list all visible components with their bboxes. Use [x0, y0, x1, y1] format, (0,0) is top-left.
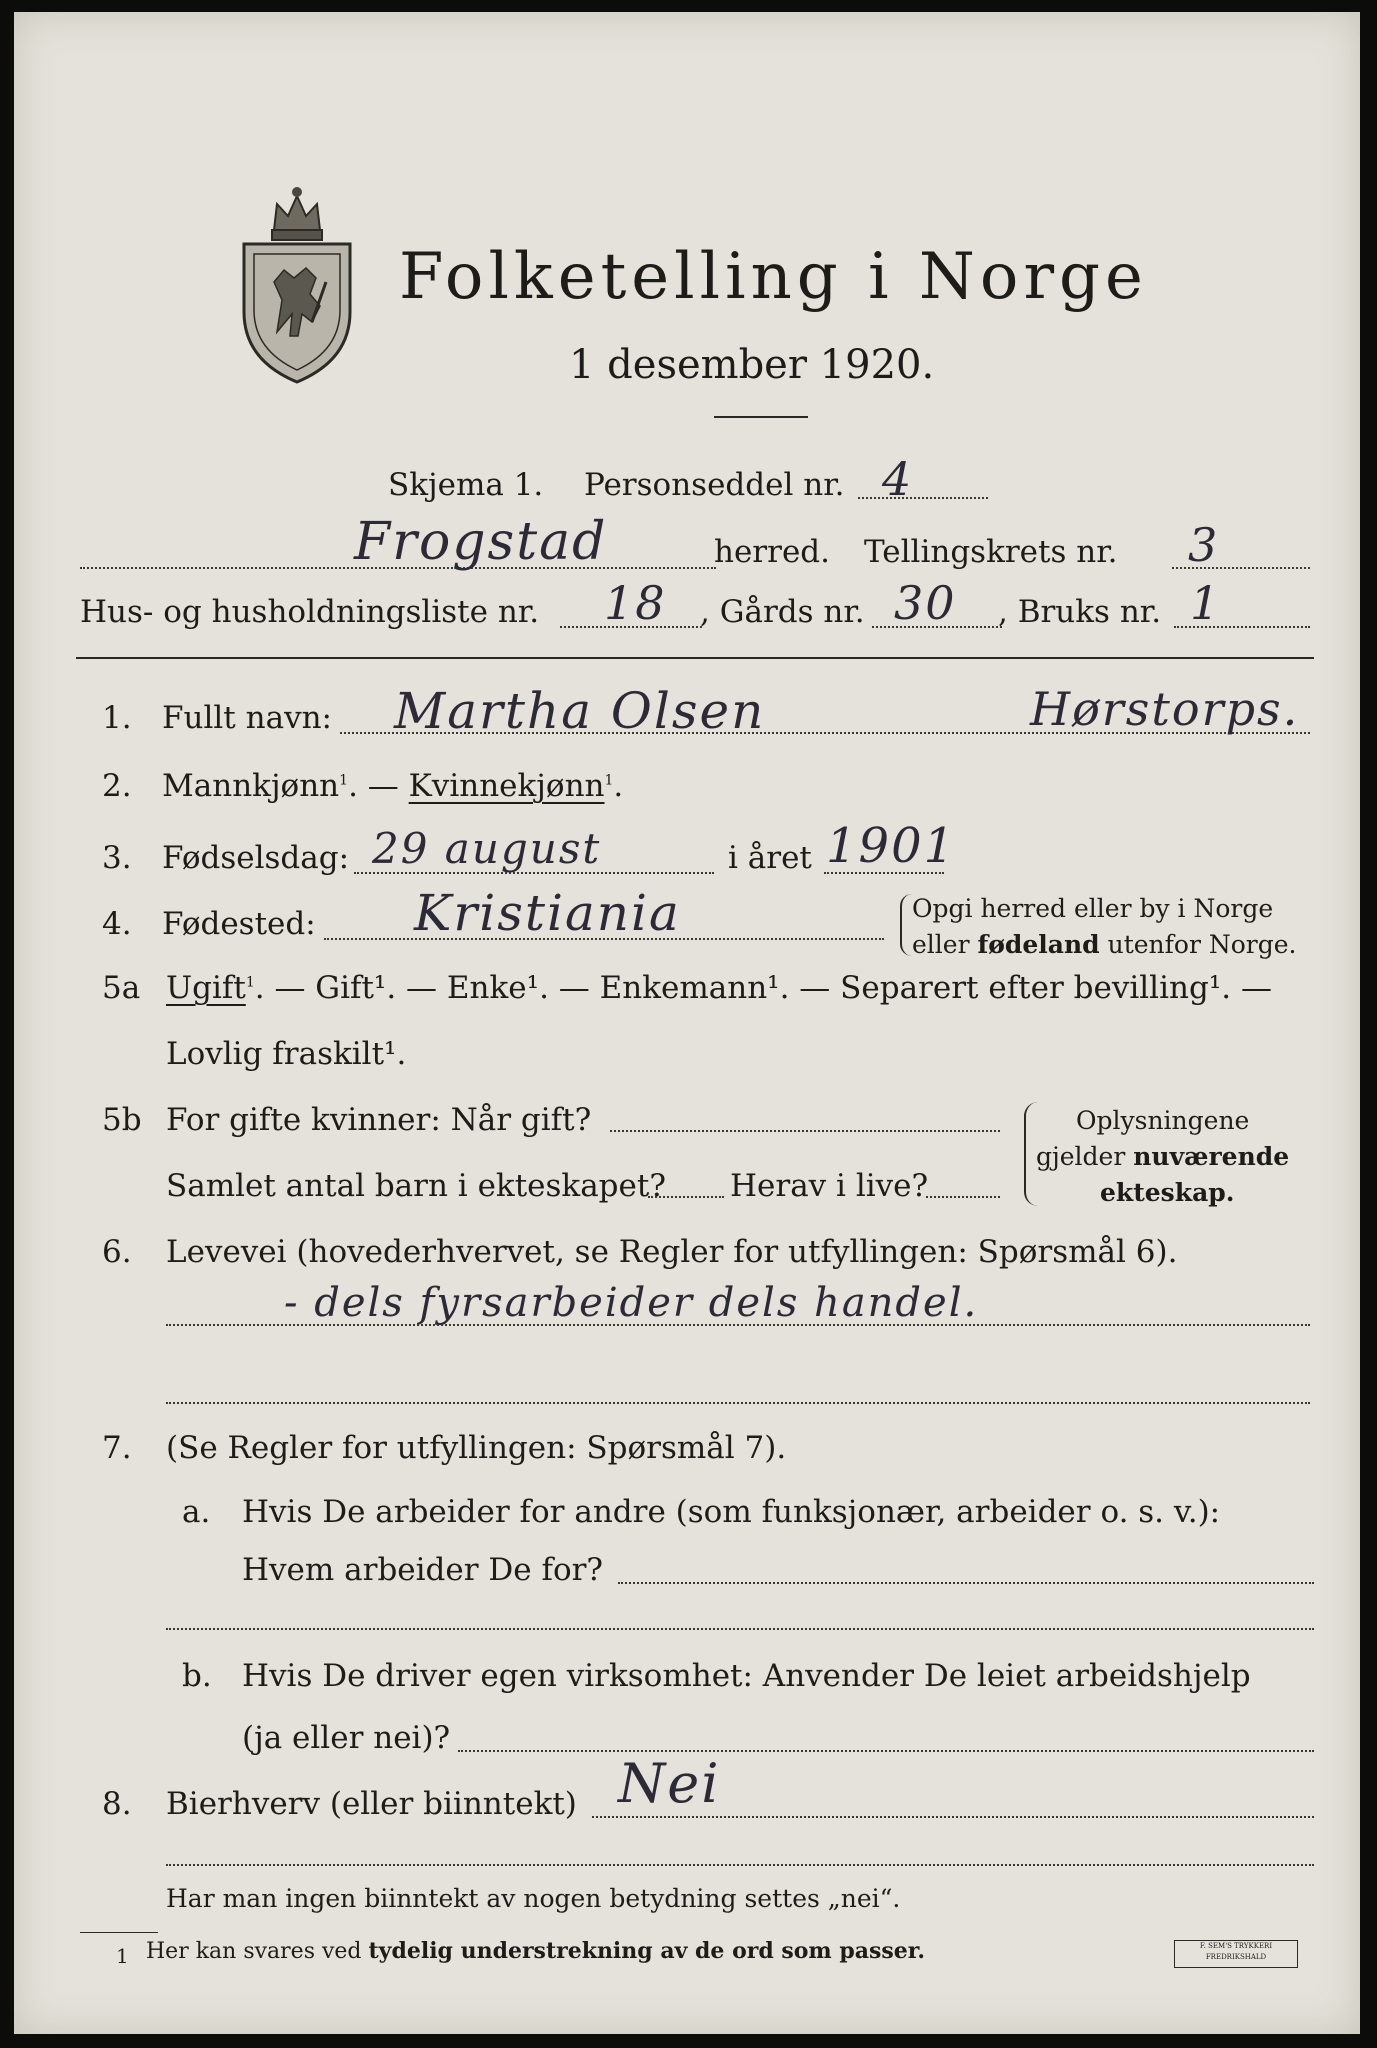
- personseddel-value: 4: [882, 452, 914, 506]
- q5a-line2: Lovlig fraskilt¹.: [166, 1036, 407, 1072]
- skjema-label: Skjema 1.: [388, 467, 544, 503]
- census-date: 1 desember 1920.: [569, 342, 935, 388]
- q2-end: .: [613, 768, 624, 804]
- q5b-children-label: Samlet antal barn i ekteskapet?: [166, 1168, 666, 1204]
- q5b-line1: For gifte kvinner: Når gift?: [166, 1102, 592, 1138]
- q5a-ugift-underlined: Ugift: [166, 970, 246, 1006]
- q5b-note-line3: ekteskap.: [1100, 1178, 1235, 1207]
- q7a-line2: Hvem arbeider De for?: [242, 1552, 604, 1588]
- q7a-line1: Hvis De arbeider for andre (som funksjonær, arbeider o. s. v.):: [242, 1494, 1221, 1530]
- q2-separator: . —: [348, 768, 409, 804]
- q5a-options: Ugift$^1$. — Gift¹. — Enke¹. — Enkemann¹. — Separert efter bevilling¹. —: [166, 970, 1272, 1006]
- q7b-line1: Hvis De driver egen virksomhet: Anvender De leiet arbeidshjelp: [242, 1658, 1251, 1694]
- q6-occupation-value: - dels fyrsarbeider dels handel.: [284, 1280, 979, 1326]
- q4-note-line1: Opgi herred eller by i Norge: [912, 894, 1274, 923]
- q5b-alive-line: [926, 1196, 1000, 1198]
- printer-stamp: F. SEM'S TRYKKERI FREDRIKSHALD: [1174, 1940, 1298, 1968]
- title-divider: [714, 416, 808, 418]
- q3-number: 3.: [102, 840, 132, 876]
- q2-male: Mannkjønn: [162, 768, 340, 804]
- header-divider: [76, 657, 1314, 659]
- q7a-number: a.: [182, 1494, 211, 1530]
- personseddel-label: Personseddel nr.: [584, 467, 845, 503]
- bruks-value: 1: [1190, 576, 1222, 630]
- q8-value: Nei: [618, 1752, 721, 1815]
- q7b-number: b.: [182, 1658, 212, 1694]
- herred-value: Frogstad: [354, 512, 608, 572]
- q4-birthplace-value: Kristiania: [414, 884, 681, 942]
- q7a-line-extra: [166, 1628, 1314, 1630]
- q3-label: Fødselsdag:: [162, 840, 350, 876]
- q2-number: 2.: [102, 768, 132, 804]
- q8-number: 8.: [102, 1786, 132, 1822]
- q8-line-extra: [166, 1864, 1314, 1866]
- q5a-other-options: . — Gift¹. — Enke¹. — Enkemann¹. — Separert efter bevilling¹. —: [254, 970, 1272, 1006]
- q1-name-value: Martha Olsen: [394, 682, 766, 740]
- tellingskrets-label: Tellingskrets nr.: [864, 534, 1118, 570]
- personseddel-line: [858, 497, 988, 499]
- q5b-married-line: [610, 1130, 1000, 1132]
- q7b-line2: (ja eller nei)?: [242, 1720, 451, 1756]
- footnote-number: 1: [116, 1944, 129, 1968]
- q2-options: Mannkjønn$^1$. — Kvinnekjønn$^1$.: [162, 768, 624, 804]
- q2-female-underlined: Kvinnekjønn: [408, 768, 605, 804]
- tellingskrets-value: 3: [1188, 518, 1220, 572]
- q1-place-value: Hørstorps.: [1030, 682, 1300, 736]
- q6-number: 6.: [102, 1234, 132, 1270]
- q3-day-value: 29 august: [372, 824, 602, 873]
- q5b-alive-label: Herav i live?: [730, 1168, 929, 1204]
- hus-label: Hus- og husholdningsliste nr.: [80, 594, 540, 630]
- q3-year-label: i året: [728, 840, 812, 876]
- q4-label: Fødested:: [162, 906, 316, 942]
- coat-of-arms-icon: [232, 182, 362, 387]
- census-form: [14, 12, 1360, 2034]
- q6-label: Levevei (hovederhvervet, se Regler for utfyllingen: Spørsmål 6).: [166, 1234, 1178, 1270]
- footnote-divider: [80, 1932, 158, 1933]
- gards-label: , Gårds nr.: [700, 594, 865, 630]
- q6-line2: [166, 1402, 1310, 1404]
- page-title: Folketelling i Norge: [399, 240, 1148, 314]
- q1-label: Fullt navn:: [162, 700, 332, 736]
- q7b-line: [458, 1750, 1314, 1752]
- q7-number: 7.: [102, 1430, 132, 1466]
- footer-note: Har man ingen biinntekt av nogen betydning settes „nei“.: [166, 1884, 901, 1913]
- q5b-number: 5b: [102, 1102, 142, 1138]
- q5b-note-line2: gjelder nuværende: [1036, 1142, 1290, 1171]
- herred-label: herred.: [714, 534, 830, 570]
- bruks-label: , Bruks nr.: [998, 594, 1162, 630]
- q7-label: (Se Regler for utfyllingen: Spørsmål 7).: [166, 1430, 787, 1466]
- q4-note-line2: eller fødeland utenfor Norge.: [912, 930, 1297, 959]
- q6-line1: [166, 1324, 1310, 1326]
- gards-value: 30: [894, 576, 957, 630]
- q8-label: Bierhverv (eller biinntekt): [166, 1786, 577, 1822]
- footnote-text: Her kan svares ved tydelig understrekning av de ord som passer.: [146, 1938, 926, 1964]
- q3-year-value: 1901: [826, 818, 957, 874]
- hus-value: 18: [604, 576, 667, 630]
- q5b-children-line: [648, 1196, 724, 1198]
- q7a-line: [618, 1582, 1314, 1584]
- q1-number: 1.: [102, 700, 132, 736]
- q5a-number: 5a: [102, 970, 141, 1006]
- q4-brace: [900, 894, 912, 956]
- q5b-note-line1: Oplysningene: [1076, 1106, 1250, 1135]
- q4-number: 4.: [102, 906, 132, 942]
- q8-line: [592, 1816, 1314, 1818]
